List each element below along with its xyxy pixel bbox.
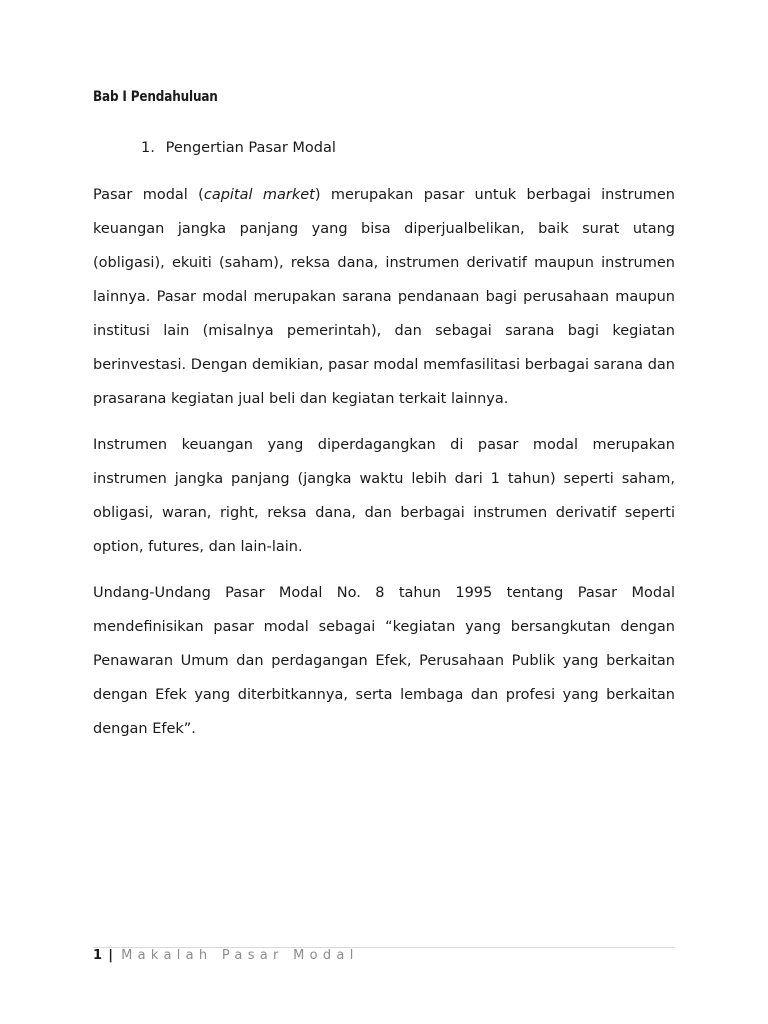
paragraph-1 [93,178,675,416]
footer-page-number: 1 [93,948,103,963]
paragraph-3: Undang-Undang Pasar Modal No. 8 tahun 1995 tentang Pasar Modal mendefinisikan pasar modal sebagai “kegiatan yang bersangkutan dengan Penawaran Umum dan perdagangan Efek, Perusahaan Publik yang berkaitan dengan Efek yang diterbitkannya, serta lembaga dan profesi yang berkaitan dengan Efek”. [93,585,675,737]
paragraph-1-emphasis: capital market [203,187,315,203]
paragraph-1-before: Pasar modal ( [93,187,204,203]
chapter-title: Bab I Pendahuluan [93,89,218,105]
section-title: Pengertian Pasar Modal [165,140,336,156]
section-heading [141,140,336,156]
document-page [93,0,675,1024]
body-text [93,178,675,758]
paragraph-1-after: ) merupakan pasar untuk berbagai instrumen keuangan jangka panjang yang bisa diperjualbelikan, baik surat utang (obligasi), ekuiti (saham), reksa dana, instrumen derivatif maupun instrumen lainnya. Pasar modal merupakan sarana pendanaan bagi perusahaan maupun institusi lain (misalnya pemerintah), dan sebagai sarana bagi kegiatan berinvestasi. Dengan demikian, pasar modal memfasilitasi berbagai sarana dan prasarana kegiatan jual beli dan kegiatan terkait lainnya. [93,187,676,407]
page-footer [93,948,359,963]
paragraph-2: Instrumen keuangan yang diperdagangkan di pasar modal merupakan instrumen jangka panjang (jangka waktu lebih dari 1 tahun) seperti saham, obligasi, waran, right, reksa dana, dan berbagai instrumen derivatif seperti option, futures, dan lain-lain. [93,437,675,555]
section-number: 1. [141,140,155,156]
footer-separator: | [108,948,113,963]
footer-title: Makalah Pasar Modal [121,948,359,963]
